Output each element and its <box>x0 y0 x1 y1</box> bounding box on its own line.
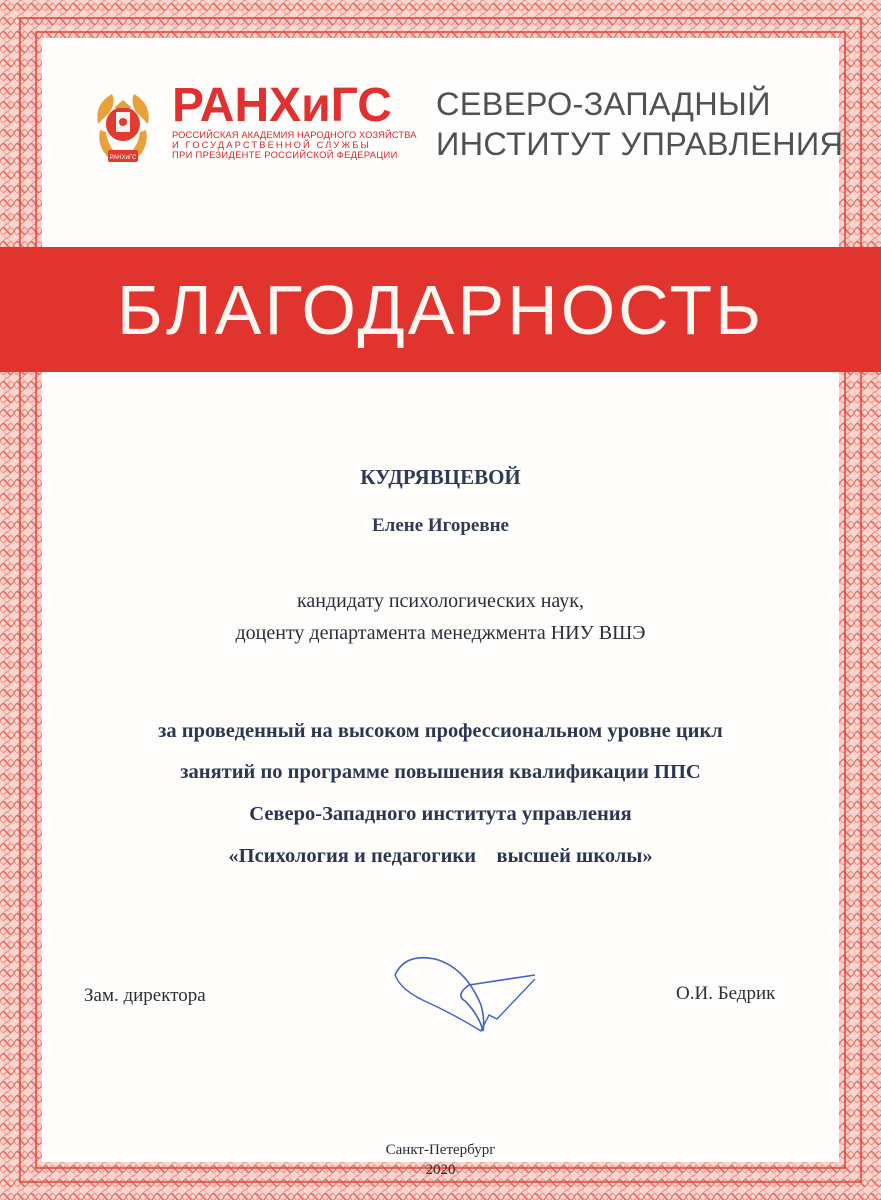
reason-line: за проведенный на высоком профессиональном уровне цикл <box>158 720 723 742</box>
footer <box>0 1140 881 1180</box>
reason-line: Северо-Западного института управления <box>249 803 632 825</box>
year: 2020 <box>425 1162 456 1178</box>
signatory-name: О.И. Бедрик <box>676 983 776 1004</box>
brand-line: И ГОСУДАРСТВЕННОЙ СЛУЖБЫ <box>172 139 371 150</box>
emblem-label: РАНХиГС <box>109 155 137 161</box>
recipient-position-line: кандидату психологических наук, <box>296 590 585 612</box>
ranepa-emblem-icon <box>90 82 156 170</box>
recipient-position-line: доценту департамента менеджмента НИУ ВШЭ <box>235 622 646 644</box>
recipient-given-names: Елене Игоревне <box>372 515 509 536</box>
recipient-surname: КУДРЯВЦЕВОЙ <box>360 465 521 489</box>
brand-line: ПРИ ПРЕЗИДЕНТЕ РОССИЙСКОЙ ФЕДЕРАЦИИ <box>172 149 398 160</box>
handwritten-signature <box>385 945 545 1045</box>
reason-line: занятий по программе повышения квалификации ППС <box>180 761 701 783</box>
institute-name <box>436 84 843 164</box>
brand-title: РАНХиГС <box>172 79 392 132</box>
institute-line: СЕВЕРО-ЗАПАДНЫЙ <box>436 86 771 122</box>
document-title: БЛАГОДАРНОСТЬ <box>116 271 765 349</box>
brand-line: РОССИЙСКАЯ АКАДЕМИЯ НАРОДНОГО ХОЗЯЙСТВА <box>172 129 417 140</box>
ranepa-brand <box>172 79 417 160</box>
institute-line: ИНСТИТУТ УПРАВЛЕНИЯ <box>436 126 844 162</box>
signatory-role: Зам. директора <box>84 985 206 1006</box>
reason-line: «Психология и педагогики высшей школы» <box>228 845 653 867</box>
city: Санкт-Петербург <box>385 1142 496 1158</box>
